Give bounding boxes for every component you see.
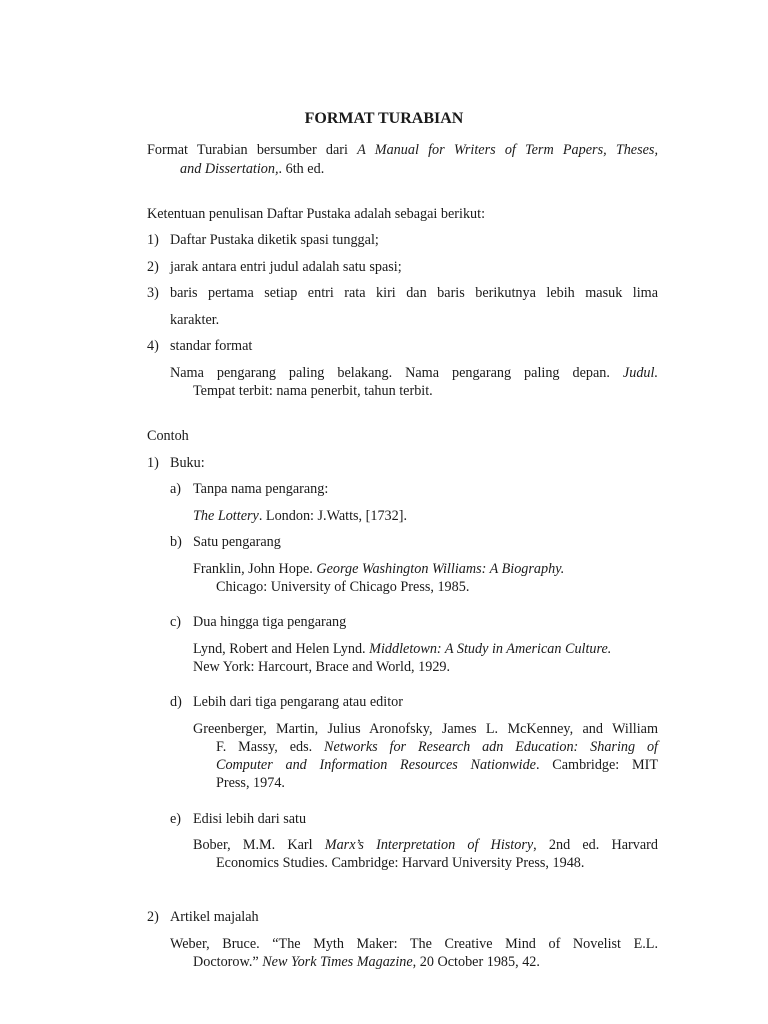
example-d-citation-line-1: Greenberger, Martin, Julius Aronofsky, James L. McKenney, and William bbox=[193, 721, 658, 737]
example-a-number: a) bbox=[170, 481, 182, 497]
example-c-citation-line-2: New York: Harcourt, Brace and World, 1929. bbox=[193, 659, 451, 675]
rule-3-number: 3) bbox=[147, 285, 159, 301]
section-1-number: 1) bbox=[147, 455, 159, 471]
rule-2-text: jarak antara entri judul adalah satu spasi; bbox=[170, 259, 402, 275]
example-b-citation-line-2: Chicago: University of Chicago Press, 1985. bbox=[216, 579, 470, 595]
example-e-label: Edisi lebih dari satu bbox=[193, 811, 307, 827]
rule-1-text: Daftar Pustaka diketik spasi tunggal; bbox=[170, 232, 379, 248]
rule-4-text: standar format bbox=[170, 338, 253, 354]
example-a-label: Tanpa nama pengarang: bbox=[193, 481, 329, 497]
example-e-citation-line-1: Bober, M.M. Karl Marx’s Interpretation of History, 2nd ed. Harvard bbox=[193, 837, 658, 853]
example-d-citation-line-2: F. Massy, eds. Networks for Research adn Education: Sharing of bbox=[216, 739, 658, 755]
format-line-1: Nama pengarang paling belakang. Nama pengarang paling depan. Judul. bbox=[170, 365, 658, 381]
example-d-number: d) bbox=[170, 694, 182, 710]
rule-1-number: 1) bbox=[147, 232, 159, 248]
format-line-2: Tempat terbit: nama penerbit, tahun terbit. bbox=[193, 383, 433, 399]
example-c-citation-line-1: Lynd, Robert and Helen Lynd. Middletown: A Study in American Culture. bbox=[193, 641, 612, 657]
intro-line-1: Format Turabian bersumber dari A Manual for Writers of Term Papers, Theses, bbox=[147, 142, 658, 158]
article-citation-line-2: Doctorow.” New York Times Magazine, 20 October 1985, 42. bbox=[193, 954, 540, 970]
rule-3-text: baris pertama setiap entri rata kiri dan baris berikutnya lebih masuk lima bbox=[170, 285, 658, 301]
example-b-citation-line-1: Franklin, John Hope. George Washington Williams: A Biography. bbox=[193, 561, 565, 577]
rule-3-continuation: karakter. bbox=[170, 312, 220, 328]
intro-line-2: and Dissertation,. 6th ed. bbox=[180, 161, 325, 177]
example-d-label: Lebih dari tiga pengarang atau editor bbox=[193, 694, 403, 710]
article-citation-line-1: Weber, Bruce. “The Myth Maker: The Creative Mind of Novelist E.L. bbox=[170, 936, 658, 952]
contoh-heading: Contoh bbox=[147, 428, 189, 444]
example-e-citation-line-2: Economics Studies. Cambridge: Harvard University Press, 1948. bbox=[216, 855, 585, 871]
section-1-label: Buku: bbox=[170, 455, 205, 471]
example-d-citation-line-3: Computer and Information Resources Nationwide. Cambridge: MIT bbox=[216, 757, 658, 773]
example-a-citation: The Lottery. London: J.Watts, [1732]. bbox=[193, 508, 408, 524]
page-title: FORMAT TURABIAN bbox=[304, 110, 464, 127]
rules-intro: Ketentuan penulisan Daftar Pustaka adalah sebagai berikut: bbox=[147, 206, 486, 222]
rule-4-number: 4) bbox=[147, 338, 159, 354]
example-c-label: Dua hingga tiga pengarang bbox=[193, 614, 347, 630]
example-e-number: e) bbox=[170, 811, 182, 827]
example-b-label: Satu pengarang bbox=[193, 534, 281, 550]
example-c-number: c) bbox=[170, 614, 182, 630]
section-2-number: 2) bbox=[147, 909, 159, 925]
section-2-label: Artikel majalah bbox=[170, 909, 259, 925]
example-b-number: b) bbox=[170, 534, 182, 550]
example-d-citation-line-4: Press, 1974. bbox=[216, 775, 285, 791]
rule-2-number: 2) bbox=[147, 259, 159, 275]
